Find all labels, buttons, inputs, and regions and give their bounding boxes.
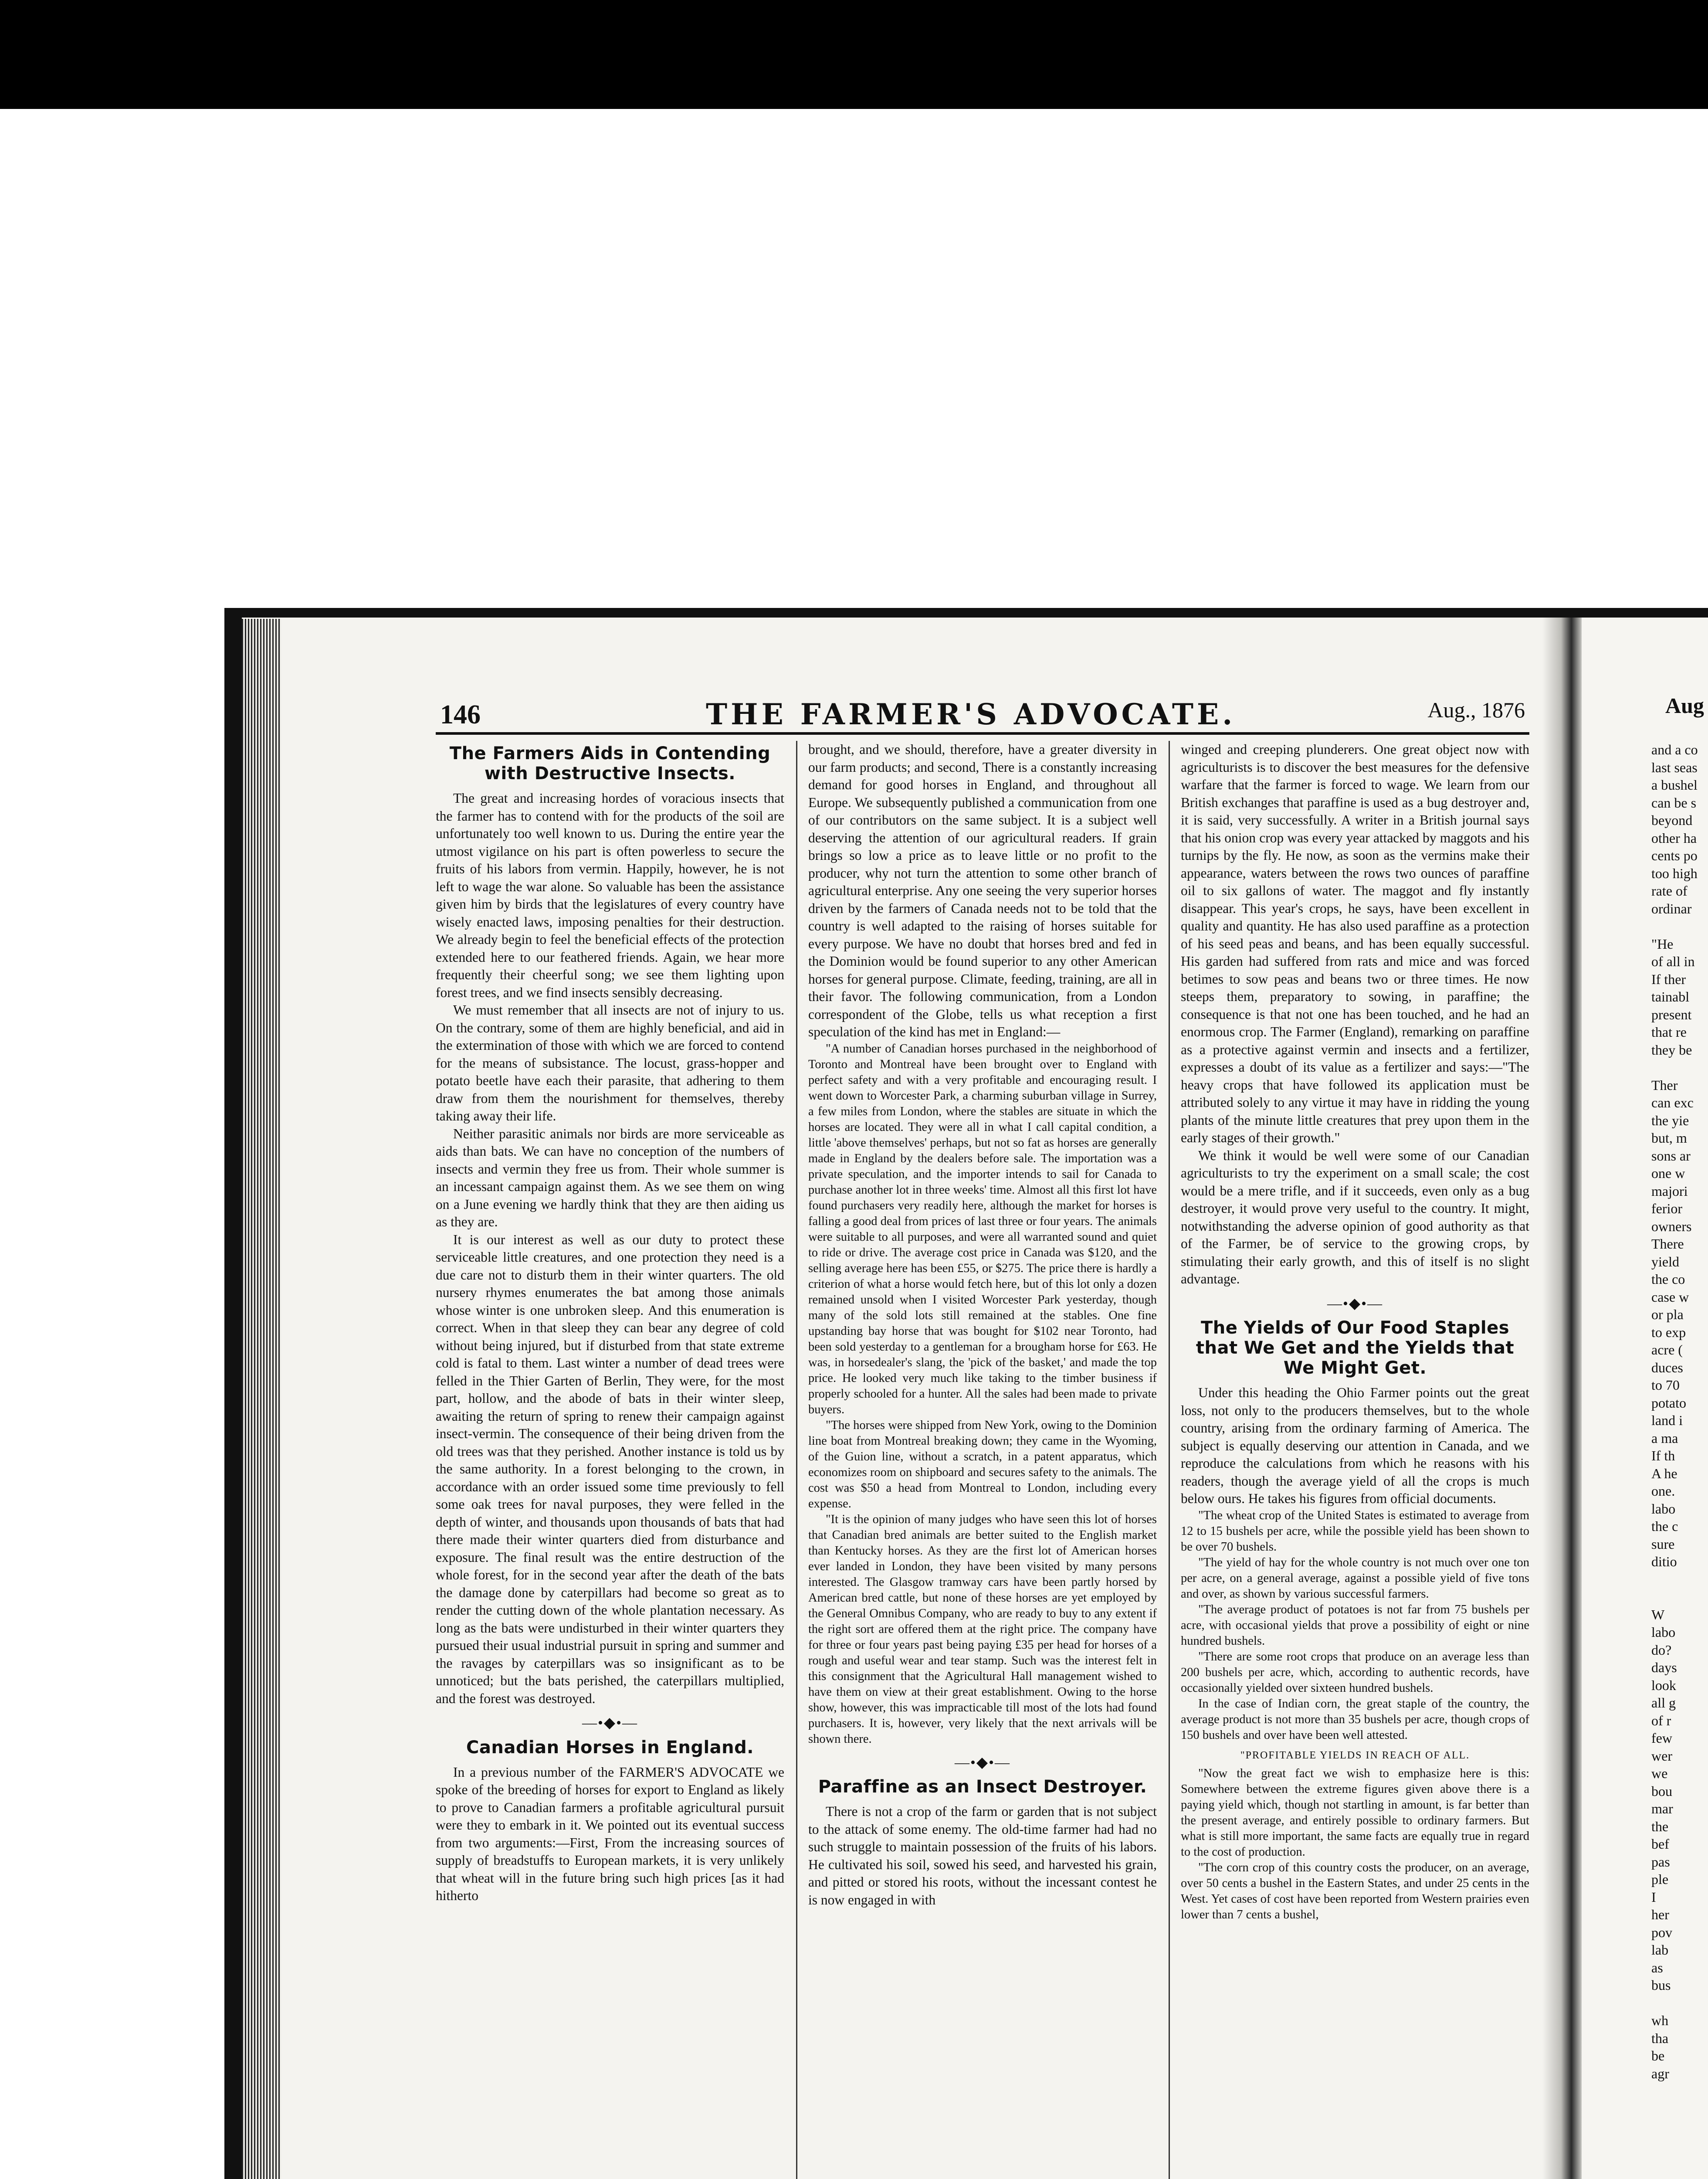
column-3 [1181, 741, 1529, 2179]
facing-page-line: wer [1651, 1748, 1672, 1764]
facing-page-line: tha [1651, 2030, 1669, 2046]
quoted-paragraph: In the case of Indian corn, the great staple of the country, the average product is not more than 35 bushels per acre, though crops of 150 bushels and over have been well attested. [1181, 1697, 1529, 1742]
paragraph: winged and creeping plunderers. One great object now with agriculturists is to discover the best measures for the defensive warfare that the farmer is forced to wage. We learn from our British exchanges that paraffine is used as a bug destroyer and, it is said, very successfully. A writer in a British journal says that his onion crop was every year attacked by maggots and his turnips by the fly. He now, as soon as the vermins make their appearance, waters between the rows two ounces of paraffine oil to six gallons of water. The maggot and fly instantly disappear. This year's crops, he says, have been excellent in quality and quantity. He has also used paraffine as a protection of his seed peas and beans, and has been equally successful. His garden had suffered from rats and mice and was forced betimes to sow peas and beans two or three times. He now steeps them, preparatory to sowing, in paraffine; the consequence is that not one has been touched, and he had an enormous crop. The Farmer (England), remarking on paraffine as a protective against vermin and insects and a fertilizer, expresses a doubt of its value as a fertilizer and says:—"The heavy crops that have followed its application must be attributed solely to any virtue it may have in ridding the young plants of the minute little creatures that prey upon them in the early stages of their growth." [1181, 742, 1529, 1145]
facing-page-line: days [1651, 1660, 1677, 1675]
facing-page-line: If ther [1651, 971, 1686, 987]
paragraph: It is our interest as well as our duty to protect these serviceable little creatures, and one protection they need is a due care not to disturb them in their winter quarters. The old nursery rhymes enumerates the bat among those animals whose winter is one unbroken sleep. And this enumeration is correct. When in that sleep they can bear any degree of cold without being injured, but if disturbed from that state extreme cold is fatal to them. Last winter a number of dead trees were felled in the Thier Garten of Berlin, They were, for the most part, hollow, and the abode of bats in their winter sleep, awaiting the return of spring to renew their campaign against insect-vermin. The consequence of their being driven from the old trees was that they perished. Another instance is told us by the same authority. In a forest belonging to the crown, in accordance with an order issued some time previously to fell some oak trees for naval purposes, they were felled in the depth of winter, and thousands upon thousands of bats that had there made their winter quarters died from disturbance and exposure. The final result was the entire destruction of the whole forest, for in the second year after the death of the bats the damage done by caterpillars had become so great as to render the cutting down of the whole plantation necessary. As long as the bats were undisturbed in their winter quarters they pursued their usual industrial pursuit in spring and summer and the ravages by caterpillars was so insignificant as to be unnoticed; but the bats perished, the caterpillars multiplied, and the forest was destroyed. [436, 1232, 784, 1706]
facing-page-line: I [1651, 1889, 1656, 1905]
facing-page-line: pas [1651, 1853, 1670, 1870]
facing-page-line: be [1651, 2048, 1665, 2064]
facing-page-line: last seas [1651, 759, 1698, 775]
paragraph: The great and increasing hordes of voracious insects that the farmer has to contend with for the products of the soil are unfortunately too well known to us. During the entire year the utmost vigilance on his part is often powerless to secure the fruits of his labors from vermin. Happily, however, he is not left to wage the war alone. So valuable has been the assistance given him by birds that the legislatures of every country have wisely enacted laws, imposing penalties for their destruction. We already begin to feel the beneficial effects of the protection extended here to our feathered friends. Again, we hear more frequently their cheerful song; we see them lighting upon forest trees, and we find insects sensibly decreasing. [436, 791, 784, 1000]
facing-page-line: ordinar [1651, 900, 1692, 916]
quoted-paragraph: "A number of Canadian horses purchased in the neighborhood of Toronto and Montreal have been brought over to England with perfect safety and with a very profitable and encouraging result. I went down to Worcester Park, a charming suburban village in Surrey, a few miles from London, where the stables are situate in which the horses are located. They were all in what I call capital condition, a little 'above themselves' perhaps, but not so fat as horses are generally made in England by the dealers before sale. The importation was a private speculation, and the importer intends to sail for Canada to purchase another lot in three weeks' time. Almost all this first lot have found purchasers very readily here, although the market for horses is falling a good deal from prices of last three or four years. The animals were suitable to all purposes, and were all warranted sound and quiet to ride or drive. The average cost price in Canada was $120, and the selling average here has been £55, or $275. The price there is hardly a criterion of what a horse would fetch here, but of this lot only a dozen remained unsold when I visited Worcester Park yesterday, though many of the sold lots still remained at the stables. One fine upstanding bay horse that was bought for $102 near Toronto, had been sold yesterday to a gentleman for a brougham horse for £63. He was, in horsedealer's slang, the 'pick of the basket,' and made the top price. He looked very much like taking to the timber business if properly schooled for a hunter. All the sales had been made to private buyers. [808, 1042, 1157, 1416]
facing-page-line: all g [1651, 1695, 1676, 1711]
facing-page-line: A he [1651, 1465, 1678, 1481]
facing-page-line: as [1651, 1959, 1663, 1975]
page-header [436, 693, 1529, 735]
article-title: The Yields of Our Food Staples that We Get and the Yields that We Might Get. [1196, 1318, 1515, 1378]
facing-page-line: "He [1651, 936, 1674, 952]
facing-page-line: case w [1651, 1289, 1689, 1305]
facing-page-line: cents po [1651, 848, 1698, 863]
facing-page-line: acre ( [1651, 1342, 1683, 1358]
facing-page-line: bus [1651, 1977, 1671, 1993]
facing-page-line: present [1651, 1006, 1692, 1022]
facing-page-line: a bushel [1651, 777, 1698, 793]
facing-page-line: to 70 [1651, 1377, 1680, 1393]
facing-page-line: tainabl [1651, 989, 1690, 1005]
newspaper-page [436, 693, 1529, 2179]
facing-page-line: labo [1651, 1624, 1676, 1640]
section-ornament: —•◆•— [582, 1715, 638, 1731]
paragraph: brought, and we should, therefore, have a greater diversity in our farm products; and second, There is a constantly increasing demand for good horses in England, and throughout all Europe. We subsequently published a communication from one of our contributors on the same subject. It is a subject well deserving the attention of our agricultural readers. If grain brings so low a price as to leave little or no profit to the producer, why not turn the attention to some other branch of agricultural enterprise. Any one seeing the very superior horses driven by the farmers of Canada needs not to be told that the country is well adapted to the raising of horses suitable for every purpose. We have no doubt that horses bred and fed in the Dominion would be found superior to any other American horses for general purpose. Climate, feeding, training, are all in their favor. The following communication, from a London correspondent of the Globe, tells us what reception a first speculation of the kind has met in England:— [808, 742, 1157, 1039]
facing-page-line: one. [1651, 1483, 1675, 1499]
column-1 [436, 741, 784, 2179]
paragraph: Neither parasitic animals nor birds are more serviceable as aids than bats. We can have no conception of the numbers of insects and vermin they free us from. Their whole summer is an incessant campaign against them. As we see them on wing on a June evening we hardly think that they are then aiding us as they are. [436, 1126, 784, 1229]
facing-page-line: that re [1651, 1024, 1687, 1040]
quoted-paragraph: "The wheat crop of the United States is estimated to average from 12 to 15 bushels per acre, while the possible yield has been shown to be over 70 bushels. [1181, 1508, 1529, 1554]
facing-page-header: Aug [1665, 693, 1704, 718]
facing-page-line: we [1651, 1765, 1668, 1781]
quoted-paragraph: "The horses were shipped from New York, owing to the Dominion line boat from Montreal breaking down; they came in the Wyoming, of the Guion line, without a scratch, in a patent apparatus, which economizes room on shipboard and secures safety to the animals. The cost was $50 a head from Montreal to London, including every expense. [808, 1418, 1157, 1510]
paragraph: We think it would be well were some of our Canadian agriculturists to try the experiment on a small scale; the cost would be a mere trifle, and if it succeeds, even only as a bug destroyer, it would prove very useful to the country. It might, notwithstanding the adverse opinion of good authority as that of the Farmer, be of service to the growing crops, by stimulating their early growth, and this of itself is no slight advantage. [1181, 1147, 1529, 1286]
facing-page-line: ple [1651, 1871, 1669, 1887]
quoted-paragraph: "Now the great fact we wish to emphasize here is this: Somewhere between the extreme figures given above there is a paying yield which, though not startling in amount, is far better than the present average, and entirely possible to ordinary farmers. But what is still more important, the same facts are equally true in regard to the cost of production. [1181, 1767, 1529, 1859]
facing-page-line: look [1651, 1677, 1676, 1693]
facing-page-line: owners [1651, 1218, 1692, 1234]
paragraph: Under this heading the Ohio Farmer points out the great loss, not only to the producers themselves, but to the whole country, arising from the ordinary farming of America. The subject is equally deserving our attention in Canada, and we reproduce the calculations from which he reasons with his readers, though the average yield of all the crops is much below ours. He takes his figures from official documents. [1181, 1385, 1529, 1506]
masthead: THE FARMER'S ADVOCATE. [706, 697, 1236, 731]
section-ornament: —•◆•— [955, 1754, 1010, 1771]
facing-page-line: ferior [1651, 1201, 1683, 1216]
facing-page-line: her [1651, 1907, 1669, 1922]
facing-page-line: they be [1651, 1042, 1692, 1058]
facing-page-line: the yie [1651, 1112, 1689, 1128]
quoted-paragraph: "The yield of hay for the whole country is not much over one ton per acre, on a general average, against a possible yield of five tons and over, as shown by various successful farmers. [1181, 1555, 1529, 1601]
facing-page-line: agr [1651, 2065, 1669, 2081]
facing-page-line: ditio [1651, 1554, 1677, 1569]
quoted-paragraph: "The average product of potatoes is not far from 75 bushels per acre, with occasional yields that prove a possibility of eight or nine hundred bushels. [1181, 1602, 1529, 1648]
facing-page-line: rate of [1651, 883, 1688, 899]
book-gutter [1542, 618, 1584, 2179]
subheading: "PROFITABLE YIELDS IN REACH OF ALL. [1240, 1749, 1470, 1761]
facing-page-line: sons ar [1651, 1147, 1691, 1164]
page-edges [242, 619, 281, 2179]
section-ornament: —•◆•— [1327, 1295, 1383, 1312]
facing-page-line: duces [1651, 1359, 1683, 1375]
facing-page-line: pov [1651, 1924, 1672, 1940]
quoted-paragraph: "There are some root crops that produce on an average less than 200 bushels per acre, which, according to authentic records, have occasionally yielded over sixteen hundred bushels. [1181, 1650, 1529, 1695]
facing-page-line: the c [1651, 1518, 1678, 1534]
quoted-paragraph: "It is the opinion of many judges who have seen this lot of horses that Canadian bred animals are better suited to the English market than Kentucky horses. As they are the first lot of American horses ever landed in London, they have been visited by many persons interested. The Glasgow tramway cars have been partly horsed by American bred cattle, but none of these horses are yet employed by the General Omnibus Company, who are ready to buy to any extent if the right sort are offered them at the right price. The company have for three or four years past being paying £35 per head for horses of a rough and useful wear and tear stamp. Such was the interest felt in this consignment that the Agricultural Hall management wished to have them on view at their great establishment. Owing to the horse show, however, this was impracticable till most of the lots had found purchasers. It is, however, very likely that the next arrivals will be shown there. [808, 1512, 1157, 1746]
facing-page-line: do? [1651, 1642, 1672, 1658]
facing-page-line: sure [1651, 1536, 1675, 1552]
facing-page-line: other ha [1651, 830, 1697, 846]
facing-page-line: and a co [1651, 742, 1698, 757]
article-title: The Farmers Aids in Contending with Destructive Insects. [449, 743, 771, 784]
facing-page-line: If th [1651, 1448, 1675, 1463]
facing-page-line: of r [1651, 1712, 1671, 1728]
article-title: Paraffine as an Insect Destroyer. [818, 1777, 1147, 1797]
facing-page-line: the [1651, 1818, 1669, 1834]
paragraph: There is not a crop of the farm or garden that is not subject to the attack of some enemy. The old-time farmer had had no such struggle to maintain possession of the fruits of his labors. He cultivated his soil, sowed his seed, and harvested his grain, and pitted or stored his roots, without the incessant contest he is now engaged in with [808, 1804, 1157, 1907]
facing-page-line: can be s [1651, 794, 1697, 811]
facing-page-line: land i [1651, 1412, 1683, 1428]
facing-page-line: W [1651, 1606, 1665, 1622]
facing-page-line: to exp [1651, 1324, 1686, 1340]
facing-page-line: bou [1651, 1783, 1672, 1799]
facing-page-line: or pla [1651, 1307, 1684, 1322]
column-2 [808, 741, 1157, 2179]
facing-page-line: labo [1651, 1500, 1676, 1517]
issue-date: Aug., 1876 [1427, 698, 1525, 722]
facing-page-line: mar [1651, 1801, 1673, 1816]
facing-page-line: majori [1651, 1183, 1688, 1199]
facing-page-line: yield [1651, 1253, 1679, 1269]
column-rule [1169, 741, 1170, 2179]
quoted-paragraph: "The corn crop of this country costs the producer, on an average, over 50 cents a bushel in the Eastern States, and under 25 cents in the West. Yet cases of cost have been reported from Western prairies even lower than 7 cents a bushel, [1181, 1861, 1529, 1921]
facing-page-line: potato [1651, 1395, 1686, 1411]
facing-page-line: There [1651, 1236, 1684, 1252]
article-title: Canadian Horses in England. [466, 1737, 754, 1758]
facing-page-line: Ther [1651, 1077, 1678, 1093]
facing-page-line: too high [1651, 865, 1698, 881]
facing-page-line: the co [1651, 1271, 1685, 1287]
page-number: 146 [440, 700, 481, 730]
facing-page-line: a ma [1651, 1430, 1678, 1446]
column-rule [796, 741, 797, 2179]
facing-page-line: few [1651, 1730, 1672, 1746]
paragraph: We must remember that all insects are not of injury to us. On the contrary, some of them are highly beneficial, and aid in the extermination of those with which we are forced to contend for the means of subsistance. The locust, grass-hopper and potato beetle have each their parasite, that adhering to them draw from them the nourishment for themselves, thereby taking away their life. [436, 1002, 784, 1123]
facing-page-line: bef [1651, 1836, 1669, 1852]
facing-page-line: beyond [1651, 812, 1693, 828]
facing-page-line: one w [1651, 1165, 1685, 1181]
facing-page-line: of all in [1651, 954, 1695, 969]
facing-page-line: can exc [1651, 1095, 1694, 1110]
facing-page-line: lab [1651, 1942, 1669, 1958]
facing-page-line: wh [1651, 2013, 1669, 2028]
facing-page-line: but, m [1651, 1130, 1687, 1146]
paragraph: In a previous number of the FARMER'S ADVOCATE we spoke of the breeding of horses for export to England as likely to prove to Canadian farmers a profitable agricultural pursuit were they to embark in it. We pointed out its eventual success from two arguments:—First, From the increasing sources of supply of breadstuffs to European markets, it is very unlikely that wheat will in the future bring such high prices [as it had hitherto [436, 1764, 784, 1903]
